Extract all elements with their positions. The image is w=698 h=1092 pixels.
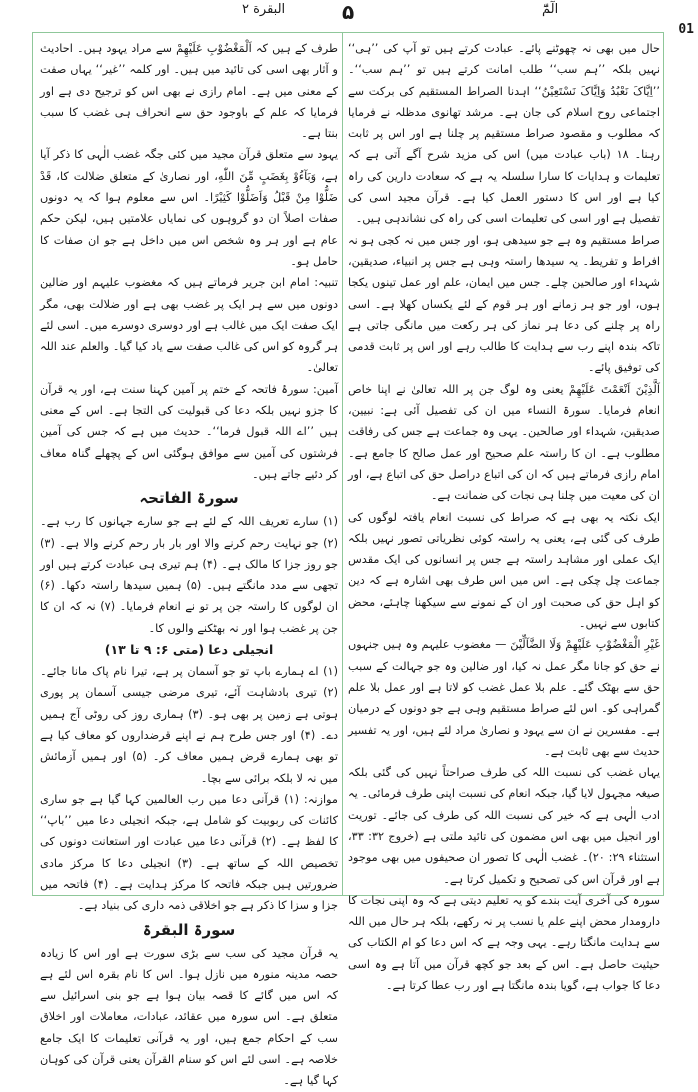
commentary-paragraph: طرف کے ہیں کہ اَلْمَغْضُوْبِ عَلَیْھِمْ سے مراد یہود ہیں۔ احادیث و آثار بھی اسی کی تائید میں ہیں۔ اور کلمہ ’’غیر‘‘ یہاں صفت کے معنی میں ہے۔ امام رازی نے بھی اس کو ترجیح دی ہے اور فرمایا کہ علم کے باوجود حق سے انحراف ہی غضب کا سبب بنتا ہے۔ xyxy=(40,42,338,141)
commentary-paragraph: یہاں غضب کی نسبت اللہ کی طرف صراحتاً نہیں کی گئی بلکہ صیغہ مجہول لایا گیا، جبکہ انعام کی نسبت اپنی طرف فرمائی۔ یہ ادب الٰہی ہے کہ خیر کی نسبت اللہ کی طرف کی جائے۔ توریت اور انجیل میں بھی اس مضمون کی تائید ملتی ہے (خروج ۳۲: ۳۳، استثناء ۲۹: ۲۰)۔ غضب الٰہی کا تصور ان صحیفوں میں بھی موجود ہے اور قرآن اس کی تصحیح و تکمیل کرتا ہے۔ xyxy=(348,766,660,886)
column-divider xyxy=(342,32,343,896)
commentary-paragraph: اَلَّذِیْنَ اَنْعَمْتَ عَلَیْھِمْ یعنی وہ لوگ جن پر اللہ تعالیٰ نے اپنا خاص انعام فرمایا۔ سورۃ النساء میں ان کی تفصیل آئی ہے: نبیین، صدیقین، شہداء اور صالحین۔ یہی وہ جماعت ہے جس کی رفاقت مطلوب ہے۔ ان کا راستہ علم صحیح اور عمل صالح کا جامع ہے۔ امام رازی فرماتے ہیں کہ ان کی اتباع دراصل حق کی اتباع ہے، اور ان کی معیت میں چلنا ہی نجات کی ضمانت ہے۔ xyxy=(348,382,660,503)
commentary-paragraph: حال میں بھی نہ چھوٹنے پائے۔ عبادت کرتے ہیں تو آپ کی ’’ہی‘‘ نہیں بلکہ ’’ہم سب‘‘ طلب امانت کرتے ہیں تو ’’ہم سب‘‘۔ ’’اِیَّاکَ نَعْبُدُ وَاِیَّاکَ نَسْتَعِیْنُ‘‘ اہدنا الصراط المستقیم کی برکت سے اجتماعی روح اسلام کی جان ہے۔ مرشد تھانوی مدظلہ نے فرمایا کہ مطلوب و مقصود صراط مستقیم پر چلنا ہے اور اس پر ثابت رہنا۔ ۱۸ (باب عبادت میں) اس کی مزید شرح آگے آتی ہے کہ تعلیمات و ہدایات کا سارا سلسلہ یہ ہے کہ سعادت دارین کی راہ کیا ہے اور اس کا دستور العمل کیا ہے۔ قرآن مجید اسی کی تفصیل ہے اور اسی کی تعلیمات اسی کی راہ کی نشاندہی ہیں۔ xyxy=(348,42,660,226)
gospel-paragraph: (۱) اے ہمارے باپ تو جو آسمان پر ہے، تیرا نام پاک مانا جائے۔ (۲) تیری بادشاہت آئے، تیری مرضی جیسی آسمان پر پوری ہوتی ہے زمین پر بھی ہو۔ (۳) ہماری روز کی روٹی آج ہمیں دے۔ (۴) اور جس طرح ہم نے اپنے قرضداروں کو معاف کیا ہے تو بھی ہمارے قرض ہمیں معاف کر۔ (۵) اور ہمیں آزمائش میں نہ لا بلکہ برائی سے بچا۔ xyxy=(40,665,339,785)
running-header xyxy=(32,0,664,30)
surah-baqarah-heading: سورۃ البقرۃ xyxy=(142,920,236,939)
introduction-paragraph: یہ قرآن مجید کی سب سے بڑی سورت ہے اور اس کا زیادہ حصہ مدینہ منورہ میں نازل ہوا۔ اس کا نام بقرہ اس لئے ہے کہ اس میں گائے کا قصہ بیان ہوا ہے جو بنی اسرائیل سے متعلق ہے۔ اس سورہ میں عقائد، عبادات، معاملات اور اخلاق سب کے احکام جمع ہیں، اور یہ قرآنی تعلیمات کا ایک جامع خلاصہ ہے۔ اسی لئے اس کو سنام القرآن یعنی قرآن کی کوہان کہا گیا ہے۔ xyxy=(40,946,338,1088)
gospel-prayer-heading: انجیلی دعا (متی ۶: ۹ تا ۱۳) xyxy=(104,642,274,658)
comparison-paragraph: موازنہ: (۱) قرآنی دعا میں رب العالمین کہا گیا ہے جو ساری کائنات کی ربوبیت کو شامل ہے، جبکہ انجیلی دعا میں ’’باپ‘‘ کا لفظ ہے۔ (۲) قرآنی دعا میں عبادت اور استعانت دونوں کی تخصیص اللہ کے ساتھ ہے۔ (۳) انجیلی دعا کا مرکز مادی ضرورتیں ہیں جبکہ فاتحہ کا مرکز ہدایت ہے۔ (۴) فاتحہ میں جزا و سزا کا ذکر ہے جو اخلاقی ذمہ داری کی بنیاد ہے۔ xyxy=(40,792,339,913)
commentary-paragraph: غَیْرِ الْمَغْضُوْبِ عَلَیْھِمْ وَلَا الضَّآلِّیْنَ — مغضوب علیہم وہ ہیں جنہوں نے حق کو جانا مگر عمل نہ کیا، اور ضالین وہ جو جہالت کے سبب حق سے بھٹک گئے۔ علم بلا عمل غضب کو لاتا ہے اور عمل بلا علم گمراہی کو۔ اس لئے صراط مستقیم وہی ہے جو دونوں کے درمیان ہے۔ مفسرین نے ان سے یہود و نصاریٰ مراد لئے ہیں، اور یہ تفسیر حدیث سے بھی ثابت ہے۔ xyxy=(348,638,660,758)
right-column xyxy=(348,38,660,993)
commentary-paragraph: یہود سے متعلق قرآن مجید میں کئی جگہ غضب الٰہی کا ذکر آیا ہے، وَبَآءُوْ بِغَضَبٍ مِّنَ اللّٰهِ، اور نصاریٰ کے متعلق ضلالت کا، قَدْ ضَلُّوْا مِنْ قَبْلُ وَاَضَلُّوْا كَثِیْرًا۔ اس سے معلوم ہوا کہ یہ دونوں صفات اصلاً ان دو گروہوں کی نمایاں علامتیں ہیں، لیکن حکم عام ہے اور ہر وہ شخص اس میں داخل ہے جو ان صفات کا حامل ہو۔ xyxy=(40,148,338,268)
header-surah-name: البقرة ۲ xyxy=(242,2,286,17)
surah-fatiha-heading: سورۃ الفاتحہ xyxy=(139,489,239,508)
header-juz-name: الٓمّٓ xyxy=(542,2,559,17)
commentary-paragraph: صراط مستقیم وہ ہے جو سیدھی ہو، اور جس میں نہ کجی ہو نہ افراط و تفریط۔ یہ سیدھا راستہ وہی ہے جس پر انبیاء، صدیقین، شہداء اور صالحین چلے۔ جس میں ایمان، علم اور عمل تینوں یکجا ہوں، اور جو ہر زمانے اور ہر قوم کے لئے یکساں کھلا ہے۔ اسی راہ پر چلنے کی دعا ہر نماز کی ہر رکعت میں مانگی جاتی ہے تاکہ بندہ اپنے رب سے ہدایت کا طالب رہے اور اس پر ثابت قدمی کی توفیق پائے۔ xyxy=(348,233,660,375)
commentary-paragraph: ایک نکتہ یہ بھی ہے کہ صراط کی نسبت انعام یافتہ لوگوں کی طرف کی گئی ہے، یعنی یہ راستہ کوئی نظریاتی تصور نہیں بلکہ ایک عملی اور مشاہد راستہ ہے جس پر انسانوں کی ایک مقدس جماعت چل چکی ہے۔ اس میں اس طرف بھی اشارہ ہے کہ دین کو اہل حق کی صحبت اور ان کے نمونے سے سیکھنا چاہئے، محض کتابوں سے نہیں۔ xyxy=(348,510,660,631)
translation-paragraph: (۱) سارے تعریف اللہ کے لئے ہے جو سارے جہانوں کا رب ہے۔ (۲) جو نہایت رحم کرنے والا اور بار بار رحم کرنے والا ہے۔ (۳) جو روز جزا کا مالک ہے۔ (۴) ہم تیری ہی عبادت کرتے ہیں اور تجھی سے مدد مانگتے ہیں۔ (۵) ہمیں سیدھا راستہ دکھا۔ (۶) ان لوگوں کا راستہ جن پر تو نے انعام فرمایا۔ (۷) نہ کہ ان کا جن پر غضب ہوا اور نہ بھٹکنے والوں کا۔ xyxy=(40,515,339,635)
commentary-paragraph: آمین: سورۂ فاتحہ کے ختم پر آمین کہنا سنت ہے، اور یہ قرآن کا جزو نہیں بلکہ دعا کی قبولیت کی التجا ہے۔ اس کے معنی ہیں ’’اے اللہ قبول فرما‘‘۔ حدیث میں ہے کہ جس کی آمین فرشتوں کی آمین سے موافق ہوگئی اس کے پچھلے گناہ معاف کر دئیے جاتے ہیں۔ xyxy=(40,382,338,481)
page-number: 01 xyxy=(678,22,694,37)
left-column xyxy=(40,38,339,1088)
header-page-number: ۵ xyxy=(342,0,355,24)
commentary-paragraph: سورہ کی آخری آیت بندے کو یہ تعلیم دیتی ہے کہ وہ اپنی نجات کا دارومدار محض اپنے علم یا نسب پر نہ رکھے، بلکہ ہر حال میں اللہ سے ہدایت مانگتا رہے۔ یہی وجہ ہے کہ اس دعا کو ام الکتاب کی حیثیت حاصل ہے۔ اس کے بعد جو کچھ قرآن میں آتا ہے وہ اسی دعا کا جواب ہے، گویا بندہ مانگتا ہے اور رب عطا کرتا ہے۔ xyxy=(348,893,660,993)
commentary-paragraph: تنبیہ: امام ابن جریر فرماتے ہیں کہ مغضوب علیہم اور ضالین دونوں میں سے ہر ایک پر غضب بھی ہے اور ضلالت بھی، مگر ایک صفت ایک میں غالب ہے اور دوسری دوسرے میں۔ اسی لئے ہر گروہ کو اس کی غالب صفت سے یاد کیا گیا۔ والعلم عند اللہ تعالیٰ۔ xyxy=(40,276,338,375)
